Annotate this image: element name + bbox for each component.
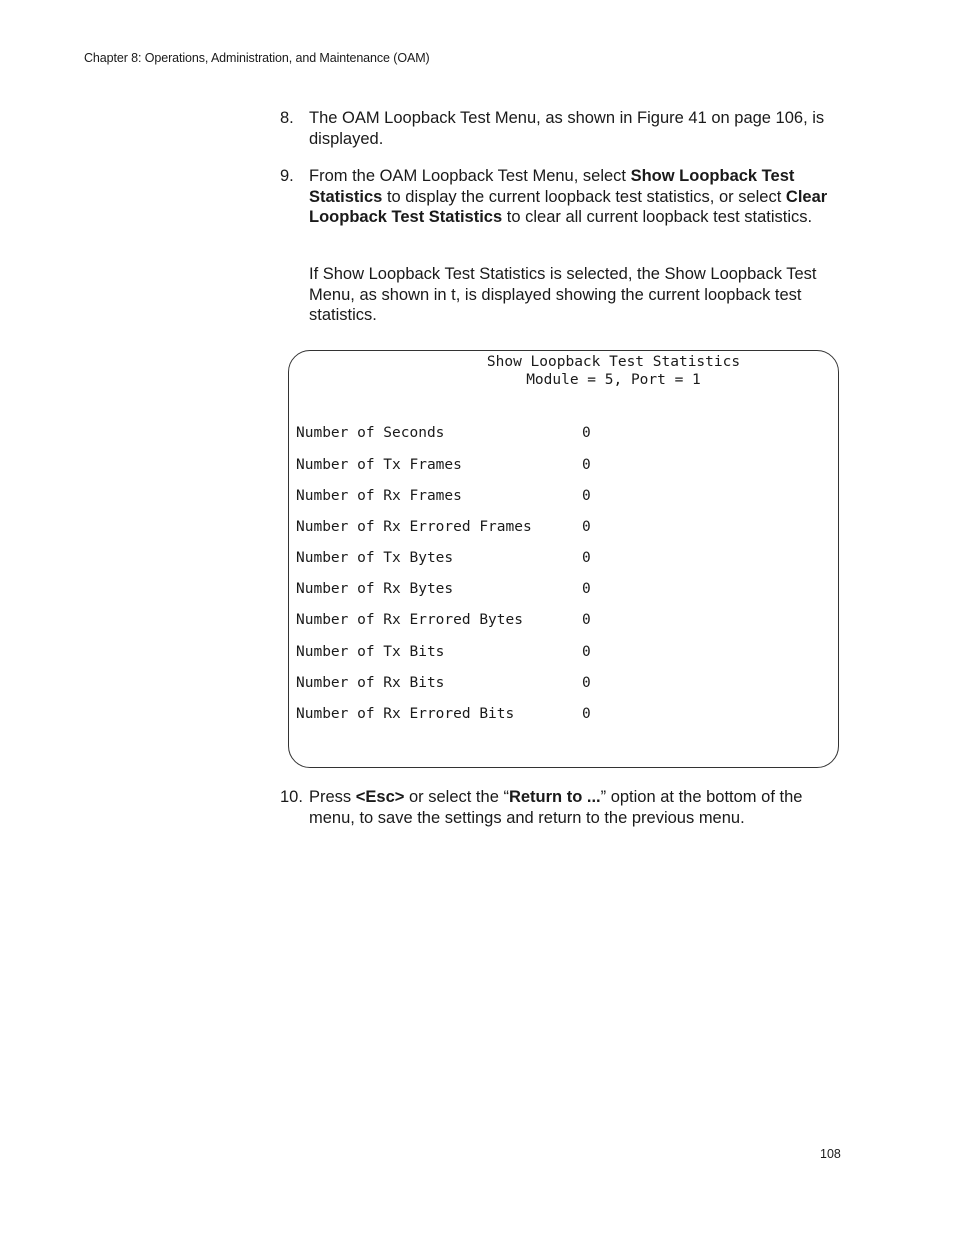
step-text-run: or select the “ <box>404 788 509 806</box>
stat-value: 0 <box>582 457 591 473</box>
stat-row <box>296 675 591 691</box>
page-number: 108 <box>820 1147 841 1161</box>
step-text-run: From the OAM Loopback Test Menu, select <box>309 167 631 185</box>
stat-row <box>296 550 591 566</box>
step-9 <box>280 166 840 228</box>
step-text <box>309 787 840 828</box>
stat-value: 0 <box>582 550 591 566</box>
loopback-stats-screen <box>288 350 839 768</box>
stat-label: Number of Rx Bits <box>296 675 445 691</box>
stat-label: Number of Rx Errored Bytes <box>296 612 523 628</box>
stat-value: 0 <box>582 644 591 660</box>
stat-row <box>296 425 591 441</box>
screen-title: Show Loopback Test Statistics <box>486 354 741 370</box>
stat-value: 0 <box>582 706 591 722</box>
stat-row <box>296 457 591 473</box>
step-number: 8. <box>280 109 294 127</box>
stat-label: Number of Tx Bits <box>296 644 445 660</box>
stat-value: 0 <box>582 675 591 691</box>
stat-value: 0 <box>582 519 591 535</box>
stat-row <box>296 581 591 597</box>
return-option-label: Return to ... <box>508 788 601 806</box>
stat-label: Number of Seconds <box>296 425 445 441</box>
stat-value: 0 <box>582 612 591 628</box>
step-8 <box>280 108 840 149</box>
step-number: 10. <box>280 788 303 806</box>
stat-label: Number of Rx Bytes <box>296 581 454 597</box>
stat-value: 0 <box>582 425 591 441</box>
menu-option-show-stats: Show Loopback Test Statistics <box>309 167 795 206</box>
stat-value: 0 <box>582 488 591 504</box>
stat-row <box>296 706 591 722</box>
screen-subtitle: Module = 5, Port = 1 <box>526 372 701 388</box>
stat-row <box>296 488 591 504</box>
stat-label: Number of Tx Frames <box>296 457 462 473</box>
stat-label: Number of Rx Errored Bits <box>296 706 515 722</box>
step-number: 9. <box>280 167 294 185</box>
step-text-run: to clear all current loopback test statistics. <box>502 208 813 226</box>
stat-row <box>296 612 591 628</box>
step-text-run: Press <box>309 788 356 806</box>
step-10 <box>280 787 840 828</box>
esc-key-label: <Esc> <box>355 788 405 806</box>
stat-row <box>296 644 591 660</box>
step-text <box>309 166 840 228</box>
step-text: The OAM Loopback Test Menu, as shown in Figure 41 on page 106, is displayed. <box>309 109 825 148</box>
stat-row <box>296 519 591 535</box>
step-text-run: to display the current loopback test statistics, or select <box>382 187 786 206</box>
menu-option-clear-stats: Clear Loopback Test Statistics <box>309 187 828 226</box>
stat-value: 0 <box>582 581 591 597</box>
stat-label: Number of Rx Errored Frames <box>296 519 532 535</box>
stat-label: Number of Rx Frames <box>296 488 462 504</box>
step-text-run: ” option at the bottom of the menu, to save the settings and return to the previous menu. <box>309 788 803 827</box>
stat-label: Number of Tx Bytes <box>296 550 454 566</box>
step-9-followup: If Show Loopback Test Statistics is selected, the Show Loopback Test Menu, as shown in t, is displayed showing the current loopback test statistics. <box>309 265 817 324</box>
running-header: Chapter 8: Operations, Administration, and Maintenance (OAM) <box>84 51 430 65</box>
